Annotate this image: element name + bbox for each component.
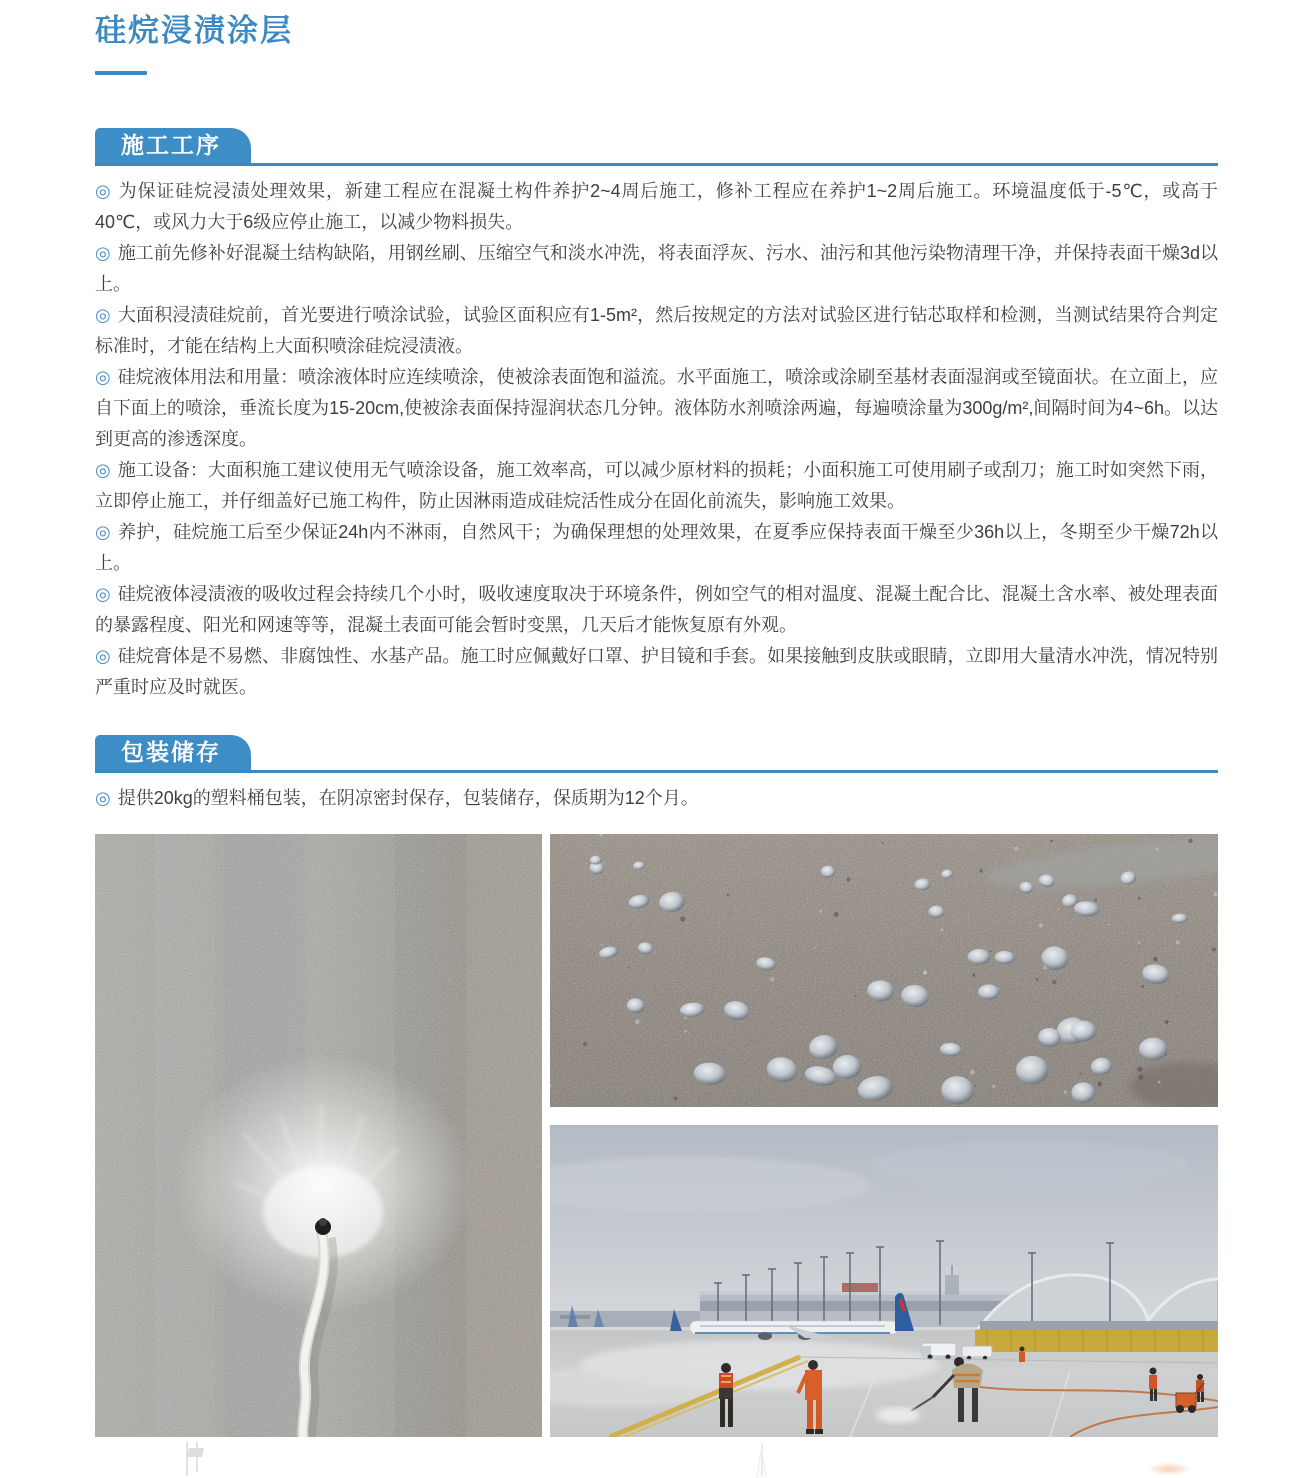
bullet-text: 提供20kg的塑料桶包装，在阴凉密封保存，包装储存，保质期为12个月。 [117,788,699,808]
bullet-item [95,579,1218,641]
cutoff-artifact [186,1442,214,1476]
bullet-text: 硅烷膏体是不易燃、非腐蚀性、水基产品。施工时应佩戴好口罩、护目镜和手套。如果接触到皮肤或眼睛，立即用大量清水冲洗，情况特别严重时应及时就医。 [95,646,1218,697]
bullet-ring-icon: ◎ [95,305,111,325]
bullet-text: 施工前先修补好混凝土结构缺陷，用钢丝刷、压缩空气和淡水冲洗，将表面浮灰、污水、油污和其他污染物清理干净，并保持表面干燥3d以上。 [95,243,1218,294]
bullet-ring-icon: ◎ [95,584,111,604]
bullet-ring-icon: ◎ [95,367,111,387]
bullet-ring-icon: ◎ [95,788,111,808]
bullet-item [95,238,1218,300]
bullet-item [95,783,1218,814]
section-construction-procedure [95,128,1218,703]
bullet-list [95,783,1218,814]
bullet-item [95,362,1218,455]
bullet-item [95,641,1218,703]
airport-apron-illustration [550,1125,1218,1437]
airport-apron-spraying-photo [550,1125,1218,1437]
section-header [95,735,1218,773]
spray-wall-illustration [95,834,542,1437]
bullet-ring-icon: ◎ [95,243,111,263]
bullet-text: 施工设备：大面积施工建议使用无气喷涂设备，施工效率高，可以减少原材料的损耗；小面积施工可使用刷子或刮刀；施工时如突然下雨，立即停止施工，并仔细盖好已施工构件，防止因淋雨造成硅烷活性成分在固化前流失，影响施工效果。 [95,460,1218,511]
bullet-ring-icon: ◎ [95,646,111,666]
bullet-ring-icon: ◎ [95,460,111,480]
cutoff-artifact [752,1444,772,1476]
document-page [95,0,1218,1437]
bullet-item [95,455,1218,517]
bullet-ring-icon: ◎ [95,522,112,542]
bullet-item [95,517,1218,579]
bullet-text: 硅烷液体用法和用量：喷涂液体时应连续喷涂，使被涂表面饱和溢流。水平面施工，喷涂或涂刷至基材表面湿润或至镜面状。在立面上，应自下面上的喷涂，垂流长度为15-20cm,使被涂表面保持湿润状态几分钟。液体防水剂喷涂两遍，每遍喷涂量为300g/m²,间隔时间为4~6h。以达到更高的渗透深度。 [95,367,1218,449]
water-beading-illustration [550,834,1218,1107]
bullet-text: 养护，硅烷施工后至少保证24h内不淋雨，自然风干；为确保理想的处理效果，在夏季应保持表面干燥至少36h以上，冬期至少干燥72h以上。 [95,522,1218,573]
page-title: 硅烷浸渍涂层 [95,13,293,48]
bullet-text: 大面积浸渍硅烷前，首光要进行喷涂试验，试验区面积应有1-5m²，然后按规定的方法对试验区进行钻芯取样和检测，当测试结果符合判定标准时，才能在结构上大面积喷涂硅烷浸渍液。 [95,305,1218,356]
bullet-list [95,176,1218,703]
silane-spray-on-wall-photo [95,834,542,1437]
bullet-text: 硅烷液体浸渍液的吸收过程会持续几个小时，吸收速度取决于环境条件，例如空气的相对温度、混凝土配合比、混凝土含水率、被处理表面的暴露程度、阳光和网速等等，混凝土表面可能会暂时变黑，几天后才能恢复原有外观。 [95,584,1218,635]
section-badge: 包装储存 [95,735,251,770]
photo-grid [95,834,1218,1437]
section-badge: 施工工序 [95,128,251,163]
bullet-item [95,300,1218,362]
bullet-item [95,176,1218,238]
photo-right-column [550,834,1218,1437]
section-header [95,128,1218,166]
water-beading-on-concrete-photo [550,834,1218,1107]
title-underline [95,71,147,75]
bullet-text: 为保证硅烷浸渍处理效果，新建工程应在混凝土构件养护2~4周后施工，修补工程应在养护1~2周后施工。环境温度低于-5℃，或高于40℃，或风力大于6级应停止施工，以减少物料损失。 [95,181,1218,232]
section-packaging-storage [95,735,1218,814]
cutoff-artifact [1146,1462,1192,1476]
bullet-ring-icon: ◎ [95,181,112,201]
